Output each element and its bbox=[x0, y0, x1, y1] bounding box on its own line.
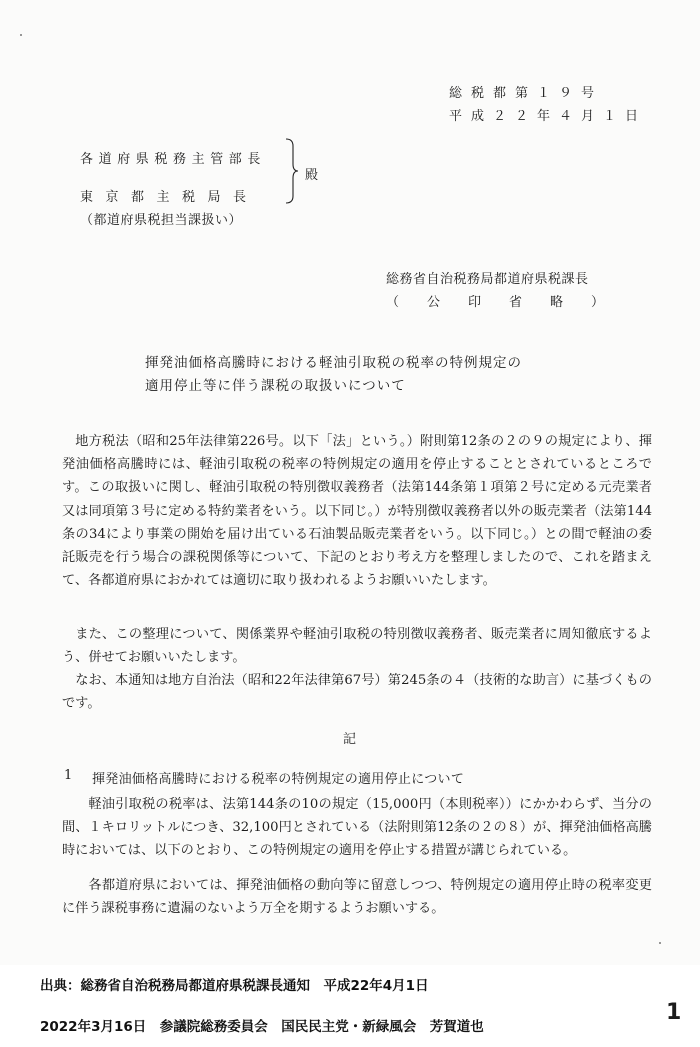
notice-title-line-1: 揮発油価格高騰時における軽油引取税の税率の特例規定の bbox=[145, 355, 522, 371]
addressee-line-3: （都道府県税担当課扱い） bbox=[80, 213, 243, 228]
document-number: 総税都第１９号 bbox=[449, 86, 604, 101]
body-paragraph-2: また、この整理について、関係業界や軽油引取税の特別徴収義務者、販売業者に周知徹底するよう、併せてお願いいたします。 bbox=[62, 627, 652, 666]
seal-omitted-note: （公印省略） bbox=[386, 295, 633, 310]
source-citation: 出典：総務省自治税務局都道府県税課長通知 平成22年4月1日 bbox=[40, 978, 429, 994]
body-paragraph-3: なお、本通知は地方自治法（昭和22年法律第67号）第245条の４（技術的な助言）に基づくものです。 bbox=[62, 673, 652, 712]
ki-heading: 記 bbox=[343, 732, 357, 747]
item-1-number: 1 bbox=[64, 768, 73, 783]
item-1-paragraph-1: 軽油引取税の税率は、法第144条の10の規定（15,000円（本則税率））にかかわらず、当分の間、１キロリットルにつき、32,100円とされている（法附則第12条の２の８）が、揮発油価格高騰時においては、以下のとおり、この特例規定の適用を停止する措置が講じられている。 bbox=[62, 797, 652, 859]
notice-title-line-2: 適用停止等に伴う課税の取扱いについて bbox=[145, 378, 406, 394]
scan-speck bbox=[659, 942, 661, 944]
scan-speck bbox=[20, 34, 22, 36]
sender-name: 総務省自治税務局都道府県税課長 bbox=[386, 272, 589, 287]
addressee-line-2: 東京都主税局長 bbox=[80, 190, 259, 205]
item-1-heading: 揮発油価格高騰時における税率の特例規定の適用停止について bbox=[92, 772, 465, 787]
page-number: 1 bbox=[666, 1000, 682, 1025]
meeting-info: 2022年3月16日 参議院総務委員会 国民民主党・新緑風会 芳賀道也 bbox=[40, 1019, 484, 1035]
body-paragraph-1: 地方税法（昭和25年法律第226号。以下「法」という。）附則第12条の２の９の規定により、揮発油価格高騰時には、軽油引取税の税率の特例規定の適用を停止することとされているところです。この取扱いに関し、軽油引取税の特別徴収義務者（法第144条第１項第２号に定める元売業者又は同項第３号に定める特約業者をいう。以下同じ。）が特別徴収義務者以外の販売業者（法第144条の34により事業の開始を届け出ている石油製品販売業者をいう。以下同じ。）との間で軽油の委託販売を行う場合の課税関係等について、下記のとおり考え方を整理しましたので、これを踏まえて、各都道府県におかれては適切に取り扱われるようお願いいたします。 bbox=[62, 434, 652, 589]
honorific-dono: 殿 bbox=[305, 168, 319, 183]
item-1-paragraph-2: 各都道府県においては、揮発油価格の動向等に留意しつつ、特例規定の適用停止時の税率変更に伴う課税事務に遺漏のないよう万全を期するようお願いする。 bbox=[62, 878, 652, 917]
document-date: 平成２２年４月１日 bbox=[449, 109, 648, 124]
right-brace-icon bbox=[285, 138, 299, 204]
addressee-line-1: 各道府県税務主管部長 bbox=[80, 152, 267, 167]
